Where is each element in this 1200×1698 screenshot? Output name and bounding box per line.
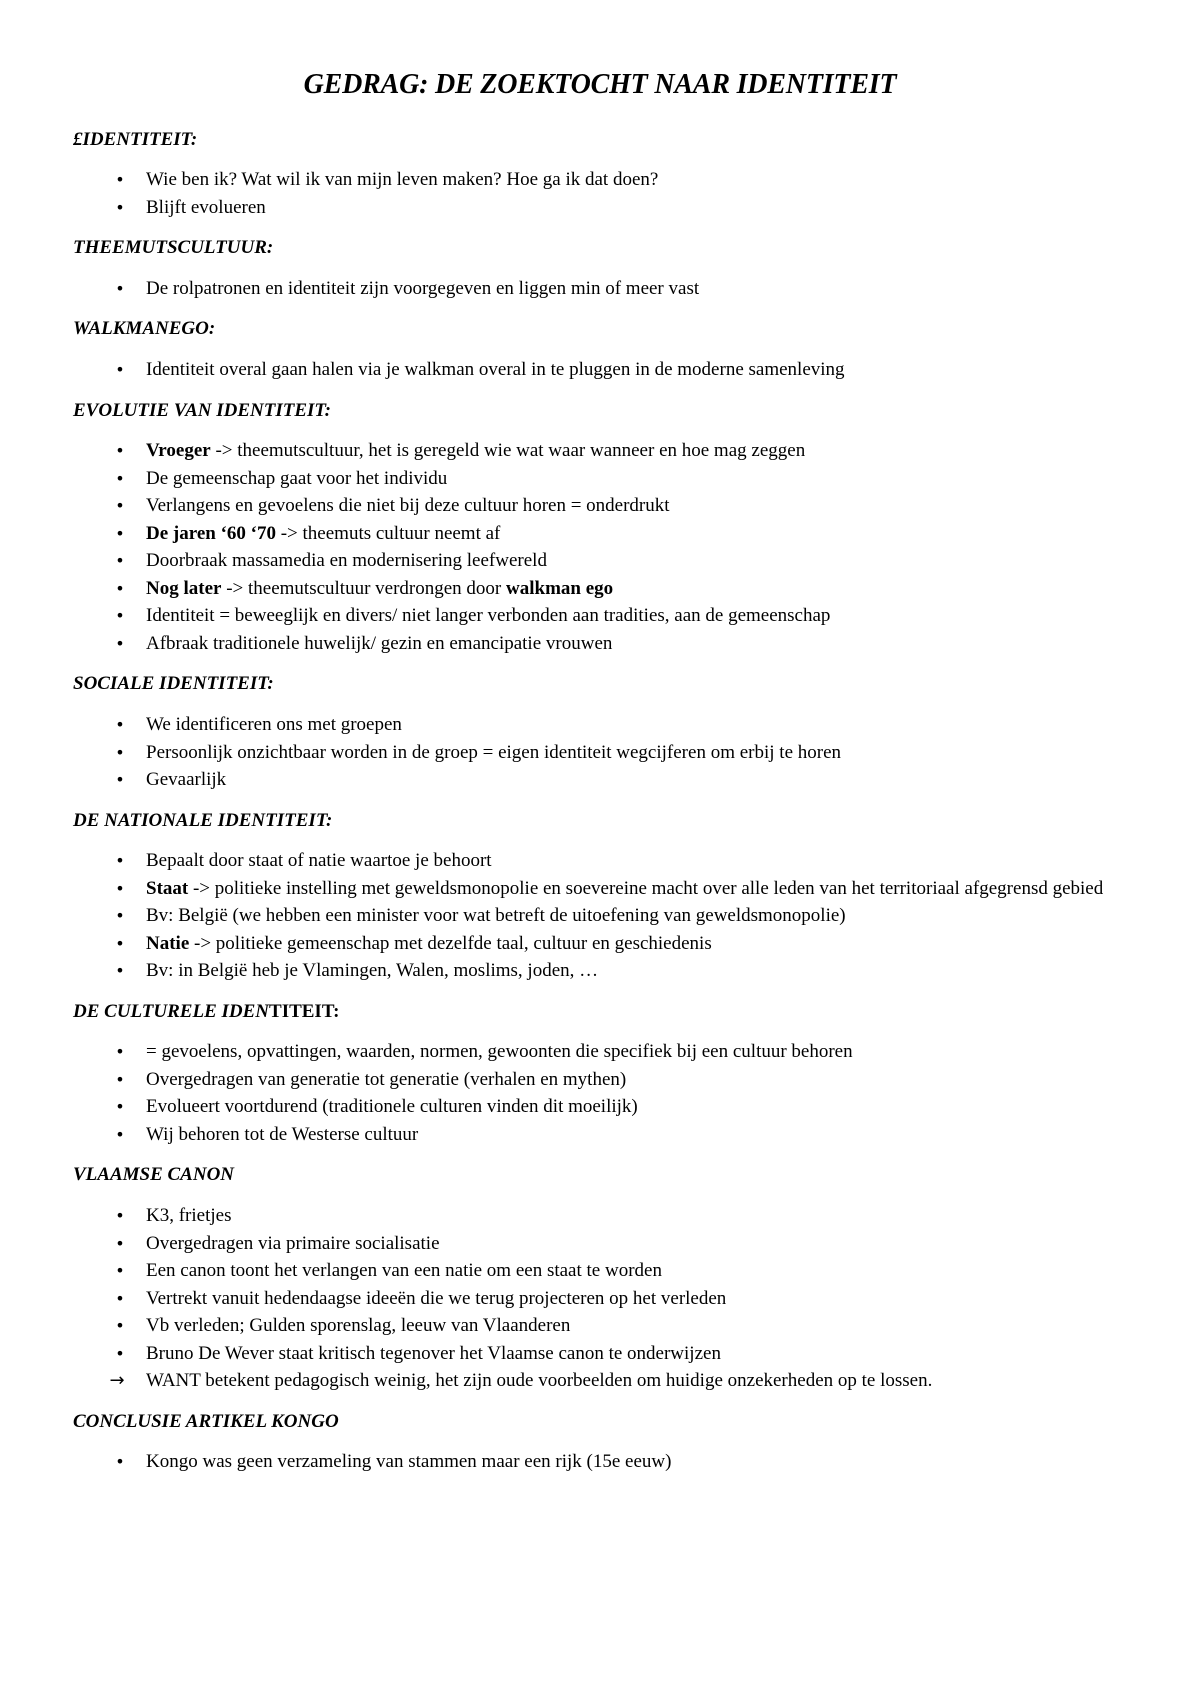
- section-heading: [73, 317, 1200, 342]
- bullet-icon: •: [115, 1343, 125, 1363]
- section-heading-text: DE CULTURELE IDEN: [73, 1000, 270, 1022]
- list-item-text: We identificeren ons met groepen: [146, 714, 402, 736]
- list-item: [73, 1367, 1200, 1395]
- section-heading: [73, 809, 1200, 834]
- bullet-icon: •: [115, 1042, 125, 1062]
- list-item: [73, 166, 1200, 194]
- section-heading-text: CONCLUSIE ARTIKEL KONGO: [73, 1410, 339, 1432]
- bullet-icon: •: [115, 523, 125, 543]
- list-item-text: Een canon toont het verlangen van een natie om een staat te worden: [146, 1260, 662, 1282]
- list-item-text: Bv: in België heb je Vlamingen, Walen, moslims, joden, …: [146, 960, 599, 982]
- bullet-icon: •: [115, 197, 125, 217]
- list-item: [73, 275, 1200, 303]
- list-item: [73, 194, 1200, 222]
- section: [73, 128, 1200, 222]
- bullet-list: [73, 275, 1200, 303]
- list-item: [73, 739, 1200, 767]
- list-item: [73, 847, 1200, 875]
- list-item: [73, 902, 1200, 930]
- list-item: [73, 1121, 1200, 1149]
- section-heading-text-plain: TITEIT:: [269, 1000, 340, 1022]
- bullet-icon: •: [115, 1097, 125, 1117]
- section: [73, 236, 1200, 302]
- list-item-text: -> theemutscultuur verdrongen door: [221, 577, 507, 599]
- list-item: [73, 1257, 1200, 1285]
- list-item-emphasis: De jaren ‘60 ‘70: [146, 522, 276, 544]
- list-item: [73, 766, 1200, 794]
- section-heading-text: WALKMANEGO:: [73, 318, 216, 340]
- list-item: [73, 957, 1200, 985]
- bullet-list: [73, 166, 1200, 221]
- section-heading: [73, 399, 1200, 424]
- bullet-icon: •: [115, 906, 125, 926]
- list-item: [73, 492, 1200, 520]
- section-heading: [73, 672, 1200, 697]
- section-heading: [73, 128, 1200, 153]
- list-item: [73, 575, 1200, 603]
- list-item-text: -> theemutscultuur, het is geregeld wie wat waar wanneer en hoe mag zeggen: [210, 440, 806, 462]
- bullet-icon: •: [115, 770, 125, 790]
- section-heading: [73, 236, 1200, 261]
- bullet-icon: •: [115, 468, 125, 488]
- bullet-icon: •: [115, 578, 125, 598]
- section-heading-text: DE NATIONALE IDENTITEIT:: [73, 809, 333, 831]
- list-item-text: Bepaalt door staat of natie waartoe je behoort: [146, 850, 492, 872]
- bullet-icon: •: [115, 170, 125, 190]
- bullet-icon: •: [115, 715, 125, 735]
- list-item-text: K3, frietjes: [146, 1205, 232, 1227]
- bullet-icon: •: [115, 606, 125, 626]
- list-item-text: -> theemuts cultuur neemt af: [275, 522, 501, 544]
- bullet-list: [73, 356, 1200, 384]
- list-item-text: Kongo was geen verzameling van stammen maar een rijk (15e eeuw): [146, 1451, 672, 1473]
- list-item: [73, 1038, 1200, 1066]
- list-item: [73, 711, 1200, 739]
- bullet-icon: •: [115, 1452, 125, 1472]
- list-item-text: Overgedragen van generatie tot generatie (verhalen en mythen): [146, 1068, 627, 1090]
- bullet-icon: •: [115, 851, 125, 871]
- bullet-list: [73, 1448, 1200, 1476]
- list-item-text: WANT betekent pedagogisch weinig, het zijn oude voorbeelden om huidige onzekerheden op te lossen.: [146, 1370, 933, 1392]
- section: [73, 672, 1200, 793]
- bullet-icon: •: [115, 878, 125, 898]
- bullet-list: [73, 711, 1200, 794]
- bullet-icon: •: [115, 1206, 125, 1226]
- bullet-icon: •: [115, 1316, 125, 1336]
- bullet-icon: •: [115, 360, 125, 380]
- list-item: [73, 1066, 1200, 1094]
- list-item-text: Gevaarlijk: [146, 769, 227, 791]
- bullet-icon: •: [115, 1069, 125, 1089]
- list-item-text: Wie ben ik? Wat wil ik van mijn leven maken? Hoe ga ik dat doen?: [146, 169, 659, 191]
- bullet-icon: •: [115, 961, 125, 981]
- bullet-icon: •: [115, 933, 125, 953]
- section: [73, 1000, 1200, 1149]
- list-item-text: Evolueert voortdurend (traditionele culturen vinden dit moeilijk): [146, 1096, 638, 1118]
- list-item: [73, 1230, 1200, 1258]
- list-item-emphasis: Vroeger: [146, 440, 211, 462]
- list-item: [73, 930, 1200, 958]
- bullet-list: [73, 1038, 1200, 1148]
- list-item: [73, 520, 1200, 548]
- list-item: [73, 437, 1200, 465]
- bullet-icon: •: [115, 496, 125, 516]
- section-heading: [73, 1000, 1200, 1025]
- section-heading: [73, 1410, 1200, 1435]
- bullet-list: [73, 1202, 1200, 1395]
- section: [73, 399, 1200, 658]
- sections-container: [73, 128, 1200, 1476]
- bullet-icon: •: [115, 441, 125, 461]
- list-item: [73, 875, 1200, 903]
- bullet-icon: •: [115, 742, 125, 762]
- bullet-icon: •: [115, 551, 125, 571]
- list-item-text: De rolpatronen en identiteit zijn voorgegeven en liggen min of meer vast: [146, 277, 700, 299]
- section: [73, 809, 1200, 985]
- bullet-icon: •: [115, 1288, 125, 1308]
- section: [73, 1410, 1200, 1476]
- list-item: [73, 465, 1200, 493]
- list-item-text: Doorbraak massamedia en modernisering leefwereld: [146, 550, 547, 572]
- list-item: [73, 1285, 1200, 1313]
- section-heading-text: EVOLUTIE VAN IDENTITEIT:: [73, 399, 331, 421]
- arrow-icon: →: [109, 1370, 125, 1392]
- list-item-emphasis: Nog later: [146, 577, 222, 599]
- list-item: [73, 356, 1200, 384]
- list-item-text: Identiteit = beweeglijk en divers/ niet langer verbonden aan tradities, aan de gemeenschap: [146, 605, 831, 627]
- bullet-icon: •: [115, 1124, 125, 1144]
- list-item: [73, 602, 1200, 630]
- bullet-icon: •: [115, 1233, 125, 1253]
- list-item-text: De gemeenschap gaat voor het individu: [146, 467, 448, 489]
- bullet-icon: •: [115, 1261, 125, 1281]
- section: [73, 1163, 1200, 1394]
- list-item-emphasis: Staat: [146, 877, 189, 899]
- bullet-icon: •: [115, 633, 125, 653]
- document-title: GEDRAG: DE ZOEKTOCHT NAAR IDENTITEIT: [303, 69, 897, 100]
- list-item: [73, 630, 1200, 658]
- bullet-icon: •: [115, 278, 125, 298]
- section-heading-text: £IDENTITEIT:: [73, 128, 198, 150]
- list-item: [73, 1312, 1200, 1340]
- list-item-text: Afbraak traditionele huwelijk/ gezin en emancipatie vrouwen: [146, 632, 613, 654]
- list-item-text: Wij behoren tot de Westerse cultuur: [146, 1123, 419, 1145]
- list-item-text: Blijft evolueren: [146, 196, 266, 218]
- list-item-emphasis: Natie: [146, 932, 190, 954]
- list-item-text: Verlangens en gevoelens die niet bij deze cultuur horen = onderdrukt: [146, 495, 670, 517]
- list-item-text: Vertrekt vanuit hedendaagse ideeën die we terug projecteren op het verleden: [146, 1287, 727, 1309]
- bullet-list: [73, 437, 1200, 657]
- list-item-emphasis: walkman ego: [506, 577, 614, 599]
- list-item-text: Vb verleden; Gulden sporenslag, leeuw van Vlaanderen: [146, 1315, 571, 1337]
- list-item-text: = gevoelens, opvattingen, waarden, normen, gewoonten die specifiek bij een cultuur behoren: [146, 1041, 853, 1063]
- section-heading-text: VLAAMSE CANON: [73, 1164, 235, 1186]
- list-item-text: Bruno De Wever staat kritisch tegenover het Vlaamse canon te onderwijzen: [146, 1342, 721, 1364]
- list-item: [73, 1093, 1200, 1121]
- list-item-text: Persoonlijk onzichtbaar worden in de groep = eigen identiteit wegcijferen om erbij te horen: [146, 741, 842, 763]
- bullet-list: [73, 847, 1200, 985]
- list-item-text: Overgedragen via primaire socialisatie: [146, 1232, 440, 1254]
- list-item-text: -> politieke instelling met geweldsmonopolie en soevereine macht over alle leden van het territoriaal afgegrensd gebied: [188, 877, 1104, 899]
- list-item-text: Identiteit overal gaan halen via je walkman overal in te pluggen in de moderne samenleving: [146, 359, 845, 381]
- list-item: [73, 1448, 1200, 1476]
- list-item: [73, 1202, 1200, 1230]
- section-heading-text: SOCIALE IDENTITEIT:: [73, 673, 274, 695]
- list-item-text: Bv: België (we hebben een minister voor wat betreft de uitoefening van geweldsmonopolie): [146, 905, 846, 927]
- list-item: [73, 547, 1200, 575]
- list-item: [73, 1340, 1200, 1368]
- section-heading: [73, 1163, 1200, 1188]
- section-heading-text: THEEMUTSCULTUUR:: [73, 237, 274, 259]
- list-item-text: -> politieke gemeenschap met dezelfde taal, cultuur en geschiedenis: [189, 932, 712, 954]
- section: [73, 317, 1200, 383]
